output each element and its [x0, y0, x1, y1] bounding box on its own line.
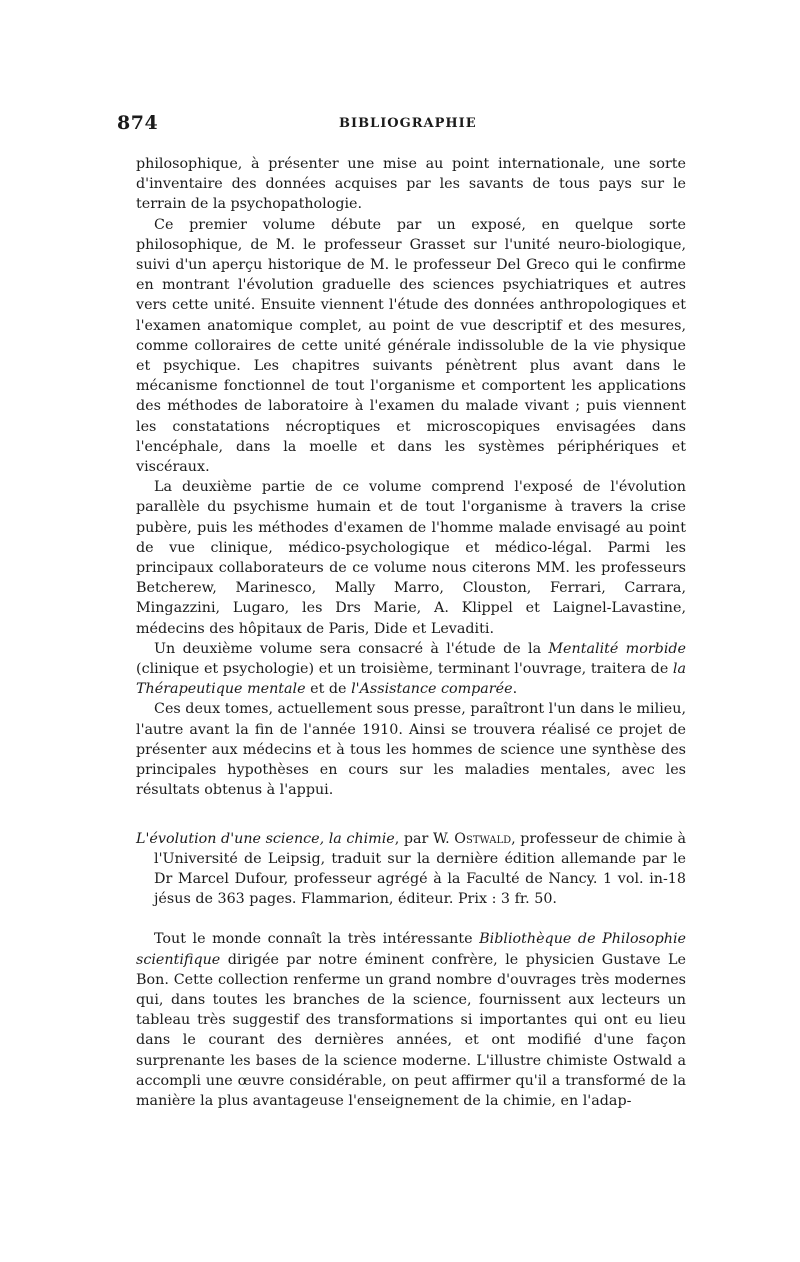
paragraph-first-volume: Ce premier volume débute par un exposé, en quelque sorte philosophique, de M. le professeur Grasset sur l'unité neuro-biologique, suivi d'un aperçu historique de M. le professeur Del Greco qui le confirme en montrant l'évolution graduelle des sciences psychiatriques et autres vers cette unité. Ensuite viennent l'étude des données anthropologiques et l'examen anatomique complet, au point de vue descriptif et des mesures, comme colloraires de cette unité générale indissoluble de la vie physique et psychique. Les chapitres suivants pénètrent plus avant dans le mécanisme fonctionnel de tout l'organisme et comportent les applications des méthodes de laboratoire à l'examen du malade vivant ; puis viennent les constatations nécroptiques et microscopiques envisagées dans l'encéphale, dans la moelle et dans les systèmes périphériques et viscéraux. — [136, 216, 686, 476]
paragraph-closing: Ces deux tomes, actuellement sous presse, paraîtront l'un dans le milieu, l'autre avant la fin de l'année 1910. Ainsi se trouvera réalisé ce projet de présenter aux médecins et à tous les hommes de science une synthèse des principales hypothèses en cours sur les maladies mentales, avec les résultats obtenus à l'appui. — [136, 701, 686, 799]
review-italic-series: Bibliothèque de Philosophie scientifique — [136, 931, 686, 968]
vol2-text-start: Un deuxième volume sera consacré à l'étude de la — [154, 640, 549, 657]
review-rest: dirigée par notre éminent confrère, le physicien Gustave Le Bon. Cette collection renferme un grand nombre d'ouvrages très modernes qui, dans toutes les branches de la science, fournissent aux lecteurs un tableau très suggestif des transformations si importantes qui ont eu lieu dans le courant des dernières années, et ont modifié d'une façon surprenante les bases de la science moderne. L'illustre chimiste Ostwald a accompli une œuvre considérable, on peut affirmer qu'il a transformé de la manière la plus avantageuse l'enseignement de la chimie, en l'adap- — [136, 951, 686, 1109]
reference-gap — [136, 909, 686, 929]
paragraph-second-part: La deuxième partie de ce volume comprend l'exposé de l'évolution parallèle du psychisme humain et de tout l'organisme à travers la crise pubère, puis les méthodes d'examen de l'homme malade envisagé au point de vue clinique, médico-psychologique et médico-légal. Parmi les principaux collaborateurs de ce volume nous citerons MM. les professeurs Betcherew, Marinesco, Mally Marro, Clouston, Ferrari, Carrara, Mingazzini, Lugaro, les Drs Marie, A. Klippel et Laignel-Lavastine, médecins des hôpitaux de Paris, Dide et Levaditi. — [136, 479, 686, 637]
reference-title: L'évolution d'une science, la chimie — [136, 830, 395, 847]
vol2-text-mid2: et de — [305, 681, 352, 698]
paragraph-continuation: philosophique, à présenter une mise au point internationale, une sorte d'inventaire des données acquises par les savants de tous pays sur le terrain de la psychopathologie. — [136, 156, 686, 213]
page-header — [117, 112, 687, 138]
section-gap — [136, 801, 686, 829]
vol2-text-end: . — [512, 681, 518, 698]
vol2-italic-therapeutique: la Thérapeutique mentale — [136, 661, 686, 698]
review-start: Tout le monde connaît la très intéressante — [154, 931, 480, 948]
vol2-italic-assistance: l'Assistance comparée — [351, 681, 513, 698]
page-number: 874 — [117, 112, 159, 134]
paragraph-next-volumes — [136, 639, 686, 700]
running-title: BIBLIOGRAPHIE — [339, 116, 477, 131]
bibliographic-reference — [136, 829, 686, 910]
reference-details: , professeur de chimie à l'Université de Leipsig, traduit sur la dernière édition allemande par le Dr Marcel Dufour, professeur agrégé à la Faculté de Nancy. 1 vol. in-18 jésus de 363 pages. Flammarion, éditeur. Prix : 3 fr. 50. — [154, 830, 686, 908]
reference-by: , par W. — [394, 830, 455, 847]
vol2-text-mid: (clinique et psychologie) et un troisième, terminant l'ouvrage, traitera de — [136, 661, 673, 678]
page-body — [136, 154, 686, 1111]
vol2-italic-mentalite: Mentalité morbide — [548, 640, 687, 657]
review-paragraph — [136, 929, 686, 1111]
reference-author: Ostwald — [454, 830, 512, 847]
